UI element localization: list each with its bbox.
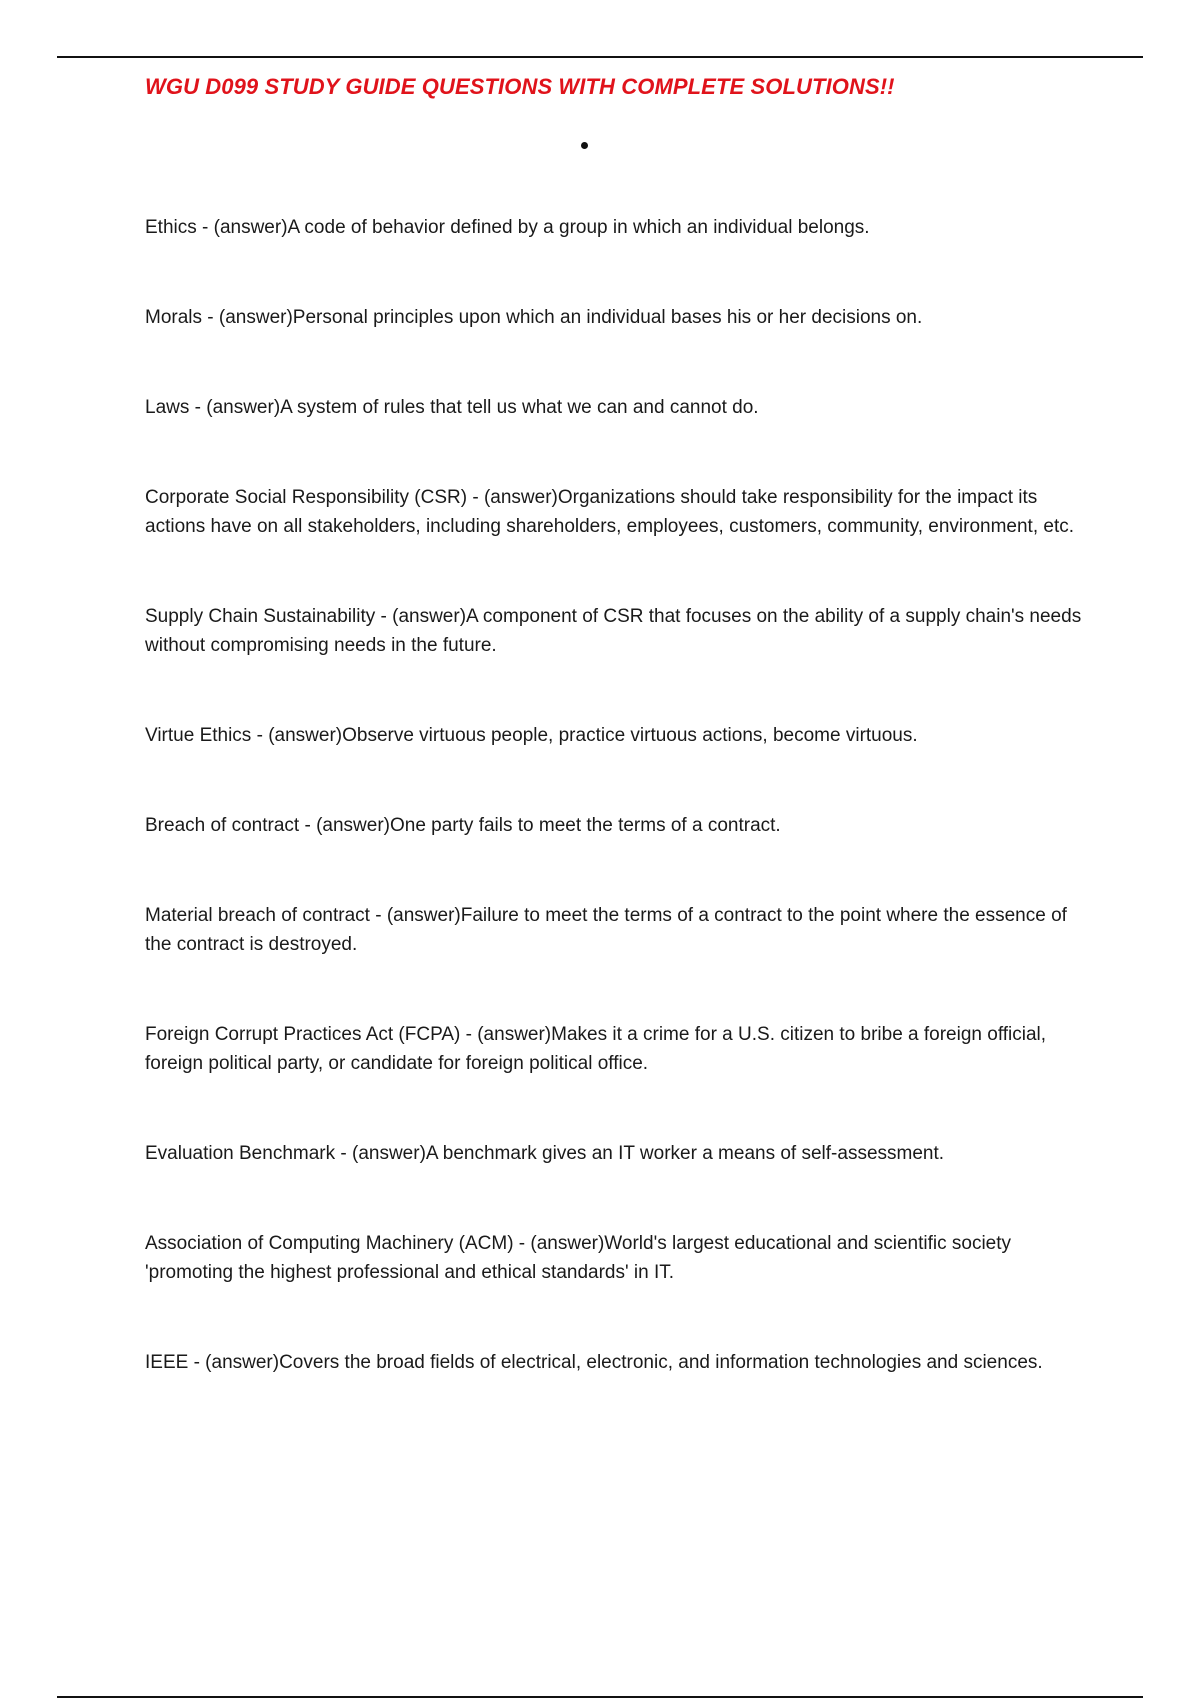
entry-evaluation-benchmark: Evaluation Benchmark - (answer)A benchmark gives an IT worker a means of self-assessment. — [145, 1143, 945, 1164]
entry-supply-chain-sustainability: Supply Chain Sustainability - (answer)A component of CSR that focuses on the ability of a supply chain's needs without compromising needs in the future. — [145, 606, 1082, 656]
study-guide-entries — [145, 213, 1085, 1377]
entry-material-breach: Material breach of contract - (answer)Failure to meet the terms of a contract to the point where the essence of the contract is destroyed. — [145, 905, 1067, 955]
entry-fcpa: Foreign Corrupt Practices Act (FCPA) - (answer)Makes it a crime for a U.S. citizen to bribe a foreign official, foreign political party, or candidate for foreign political office. — [145, 1024, 1047, 1074]
entry-acm: Association of Computing Machinery (ACM) - (answer)World's largest educational and scientific society 'promoting the highest professional and ethical standards' in IT. — [145, 1233, 1012, 1283]
bullet-icon — [581, 142, 588, 149]
entry-laws: Laws - (answer)A system of rules that tell us what we can and cannot do. — [145, 397, 759, 418]
entry-csr: Corporate Social Responsibility (CSR) - (answer)Organizations should take responsibility for the impact its actions have on all stakeholders, including shareholders, employees, customers, community, environment, etc. — [145, 487, 1074, 537]
entry-ieee: IEEE - (answer)Covers the broad fields of electrical, electronic, and information technologies and sciences. — [145, 1352, 1043, 1373]
document-title: WGU D099 STUDY GUIDE QUESTIONS WITH COMPLETE SOLUTIONS!! — [145, 74, 895, 99]
entry-breach-of-contract: Breach of contract - (answer)One party fails to meet the terms of a contract. — [145, 815, 781, 836]
entry-morals: Morals - (answer)Personal principles upon which an individual bases his or her decisions on. — [145, 307, 923, 328]
bottom-divider — [57, 1696, 1143, 1698]
entry-ethics: Ethics - (answer)A code of behavior defined by a group in which an individual belongs. — [145, 217, 870, 238]
entry-virtue-ethics: Virtue Ethics - (answer)Observe virtuous people, practice virtuous actions, become virtuous. — [145, 725, 918, 746]
top-divider — [57, 56, 1143, 58]
